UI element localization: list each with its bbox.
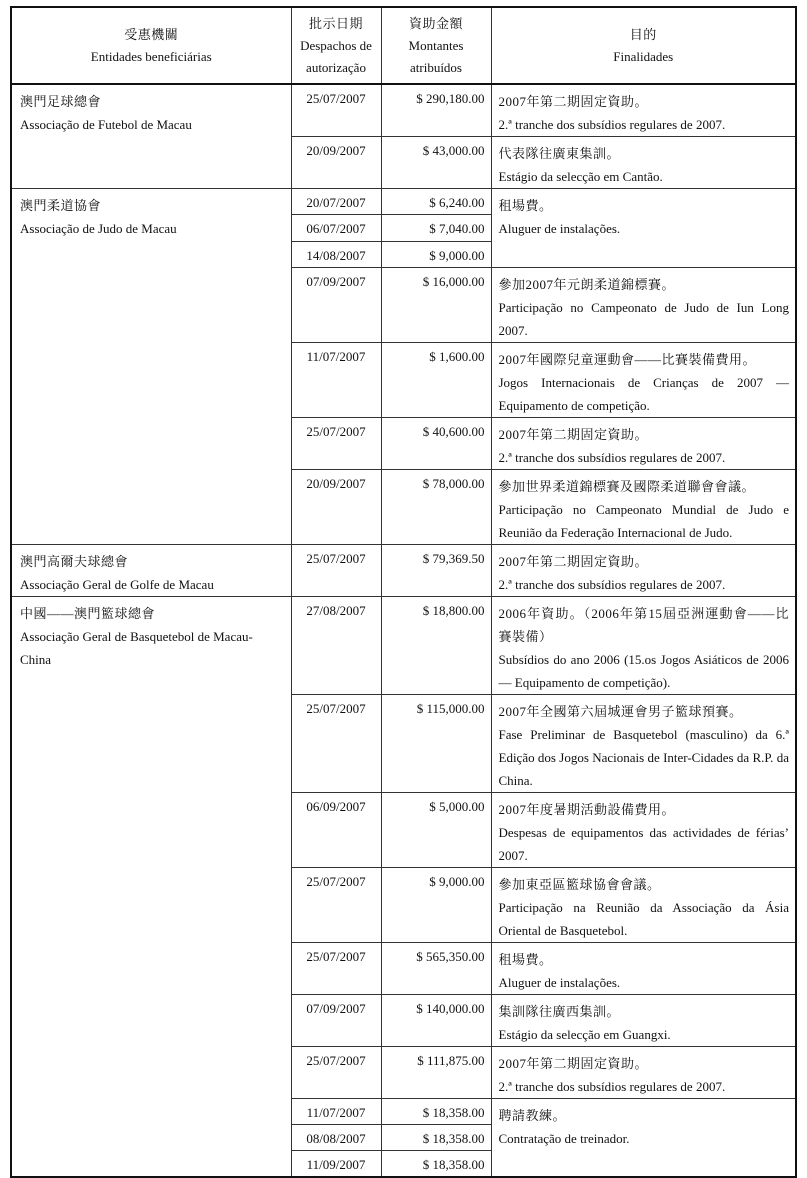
amount-value: $ 78,000.00 [381, 470, 491, 545]
purpose-pt: Contratação de treinador. [498, 1131, 630, 1146]
header-amount [381, 7, 491, 84]
purpose-pt: Participação no Campeonato Mundial de Judo e Reunião da Federação Internacional de Judo. [498, 502, 789, 540]
purpose-pt: Despesas de equipamentos das actividades de férias’ 2007. [498, 825, 789, 863]
purpose-pt: 2.ª tranche dos subsídios regulares de 2007. [498, 577, 726, 592]
purpose-cell [491, 868, 796, 943]
purpose-pt: Estágio da selecção em Guangxi. [498, 1027, 671, 1042]
authorization-date: 08/08/2007 [291, 1125, 381, 1151]
entity-cell [11, 597, 291, 1177]
purpose-zh: 2006年資助。（2006年第15屆亞洲運動會——比賽裝備） [498, 606, 789, 644]
entity-name-zh: 澳門柔道協會 [20, 198, 102, 213]
purpose-zh: 集訓隊往廣西集訓。 [498, 1004, 621, 1019]
entity-name-zh: 澳門足球總會 [20, 94, 102, 109]
authorization-date: 11/09/2007 [291, 1151, 381, 1177]
purpose-cell [491, 343, 796, 418]
purpose-pt: Jogos Internacionais de Crianças de 2007 — Equipamento de competição. [498, 375, 789, 413]
purpose-cell [491, 268, 796, 343]
amount-value: $ 16,000.00 [381, 268, 491, 343]
purpose-pt: 2.ª tranche dos subsídios regulares de 2007. [498, 117, 726, 132]
purpose-pt: Aluguer de instalações. [498, 975, 621, 990]
authorization-date: 07/09/2007 [291, 995, 381, 1047]
authorization-date: 20/09/2007 [291, 470, 381, 545]
header-purpose-pt: Finalidades [613, 48, 674, 64]
entity-cell [11, 189, 291, 545]
authorization-date: 25/07/2007 [291, 418, 381, 470]
amount-value: $ 111,875.00 [381, 1047, 491, 1099]
table-row [11, 189, 796, 215]
amount-value: $ 79,369.50 [381, 545, 491, 597]
entity-name-pt: Associação Geral de Golfe de Macau [20, 577, 214, 592]
authorization-date: 11/07/2007 [291, 343, 381, 418]
purpose-cell [491, 84, 796, 137]
authorization-date: 25/07/2007 [291, 545, 381, 597]
table-body [11, 84, 796, 1177]
purpose-cell [491, 418, 796, 470]
header-entity-zh: 受惠機關 [124, 26, 179, 42]
purpose-cell [491, 137, 796, 189]
entity-cell [11, 545, 291, 597]
purpose-pt: Subsídios do ano 2006 (15.os Jogos Asiáticos de 2006 — Equipamento de competição). [498, 652, 789, 690]
table-header-row [11, 7, 796, 84]
amount-value: $ 6,240.00 [381, 189, 491, 215]
purpose-cell [491, 470, 796, 545]
purpose-zh: 2007年第二期固定資助。 [498, 554, 649, 569]
authorization-date: 07/09/2007 [291, 268, 381, 343]
purpose-pt: 2.ª tranche dos subsídios regulares de 2007. [498, 450, 726, 465]
purpose-cell [491, 1099, 796, 1177]
purpose-zh: 租場費。 [498, 952, 553, 967]
authorization-date: 25/07/2007 [291, 868, 381, 943]
amount-value: $ 140,000.00 [381, 995, 491, 1047]
header-amount-pt1: Montantes [408, 37, 464, 53]
amount-value: $ 115,000.00 [381, 695, 491, 793]
header-entity-pt: Entidades beneficiárias [90, 48, 212, 64]
amount-value: $ 9,000.00 [381, 242, 491, 268]
purpose-pt: Fase Preliminar de Basquetebol (masculino) da 6.ª Edição dos Jogos Nacionais de Inter-Cidades da R.P. da China. [498, 727, 789, 788]
subsidy-table [10, 6, 797, 1178]
purpose-zh: 2007年度暑期活動設備費用。 [498, 802, 676, 817]
entity-name-zh: 中國——澳門籃球總會 [20, 606, 156, 621]
authorization-date: 25/07/2007 [291, 1047, 381, 1099]
purpose-cell [491, 995, 796, 1047]
purpose-zh: 2007年國際兒童運動會——比賽裝備費用。 [498, 352, 757, 367]
amount-value: $ 18,358.00 [381, 1099, 491, 1125]
authorization-date: 25/07/2007 [291, 84, 381, 137]
purpose-pt: 2.ª tranche dos subsídios regulares de 2007. [498, 1079, 726, 1094]
authorization-date: 20/07/2007 [291, 189, 381, 215]
header-date-pt1: Despachos de [300, 37, 372, 53]
amount-value: $ 18,358.00 [381, 1151, 491, 1177]
purpose-pt: Participação no Campeonato de Judo de Iun Long 2007. [498, 300, 789, 338]
purpose-pt: Aluguer de instalações. [498, 221, 621, 236]
purpose-zh: 參加2007年元朗柔道錦標賽。 [498, 277, 676, 292]
purpose-cell [491, 695, 796, 793]
purpose-cell [491, 597, 796, 695]
purpose-zh: 2007年第二期固定資助。 [498, 427, 649, 442]
table-row [11, 84, 796, 137]
amount-value: $ 40,600.00 [381, 418, 491, 470]
purpose-pt: Participação na Reunião da Associação da Ásia Oriental de Basquetebol. [498, 900, 789, 938]
header-amount-pt2: atribuídos [410, 59, 462, 75]
purpose-zh: 2007年第二期固定資助。 [498, 94, 649, 109]
amount-value: $ 9,000.00 [381, 868, 491, 943]
amount-value: $ 18,800.00 [381, 597, 491, 695]
purpose-zh: 參加世界柔道錦標賽及國際柔道聯會會議。 [498, 479, 756, 494]
purpose-cell [491, 189, 796, 268]
amount-value: $ 5,000.00 [381, 793, 491, 868]
purpose-zh: 聘請教練。 [498, 1108, 567, 1123]
amount-value: $ 18,358.00 [381, 1125, 491, 1151]
authorization-date: 20/09/2007 [291, 137, 381, 189]
authorization-date: 25/07/2007 [291, 943, 381, 995]
header-date [291, 7, 381, 84]
entity-name-zh: 澳門高爾夫球總會 [20, 554, 129, 569]
header-entity [11, 7, 291, 84]
authorization-date: 06/09/2007 [291, 793, 381, 868]
table-row [11, 545, 796, 597]
header-purpose [491, 7, 796, 84]
purpose-zh: 參加東亞區籃球協會會議。 [498, 877, 661, 892]
amount-value: $ 290,180.00 [381, 84, 491, 137]
entity-name-pt: Associação de Futebol de Macau [20, 117, 192, 132]
authorization-date: 25/07/2007 [291, 695, 381, 793]
purpose-pt: Estágio da selecção em Cantão. [498, 169, 663, 184]
header-amount-zh: 資助金額 [408, 15, 463, 31]
purpose-cell [491, 793, 796, 868]
entity-name-pt: Associação de Judo de Macau [20, 221, 177, 236]
amount-value: $ 565,350.00 [381, 943, 491, 995]
amount-value: $ 7,040.00 [381, 215, 491, 242]
amount-value: $ 1,600.00 [381, 343, 491, 418]
authorization-date: 27/08/2007 [291, 597, 381, 695]
header-date-zh: 批示日期 [308, 15, 363, 31]
purpose-cell [491, 943, 796, 995]
table-row [11, 597, 796, 695]
purpose-cell [491, 1047, 796, 1099]
purpose-cell [491, 545, 796, 597]
purpose-zh: 租場費。 [498, 198, 553, 213]
header-date-pt2: autorização [306, 59, 366, 75]
entity-name-pt: Associação Geral de Basquetebol de Macau-China [20, 629, 253, 667]
purpose-zh: 代表隊往廣東集訓。 [498, 146, 621, 161]
amount-value: $ 43,000.00 [381, 137, 491, 189]
authorization-date: 11/07/2007 [291, 1099, 381, 1125]
header-purpose-zh: 目的 [629, 26, 657, 42]
authorization-date: 06/07/2007 [291, 215, 381, 242]
entity-cell [11, 84, 291, 189]
purpose-zh: 2007年全國第六屆城運會男子籃球預賽。 [498, 704, 743, 719]
authorization-date: 14/08/2007 [291, 242, 381, 268]
purpose-zh: 2007年第二期固定資助。 [498, 1056, 649, 1071]
